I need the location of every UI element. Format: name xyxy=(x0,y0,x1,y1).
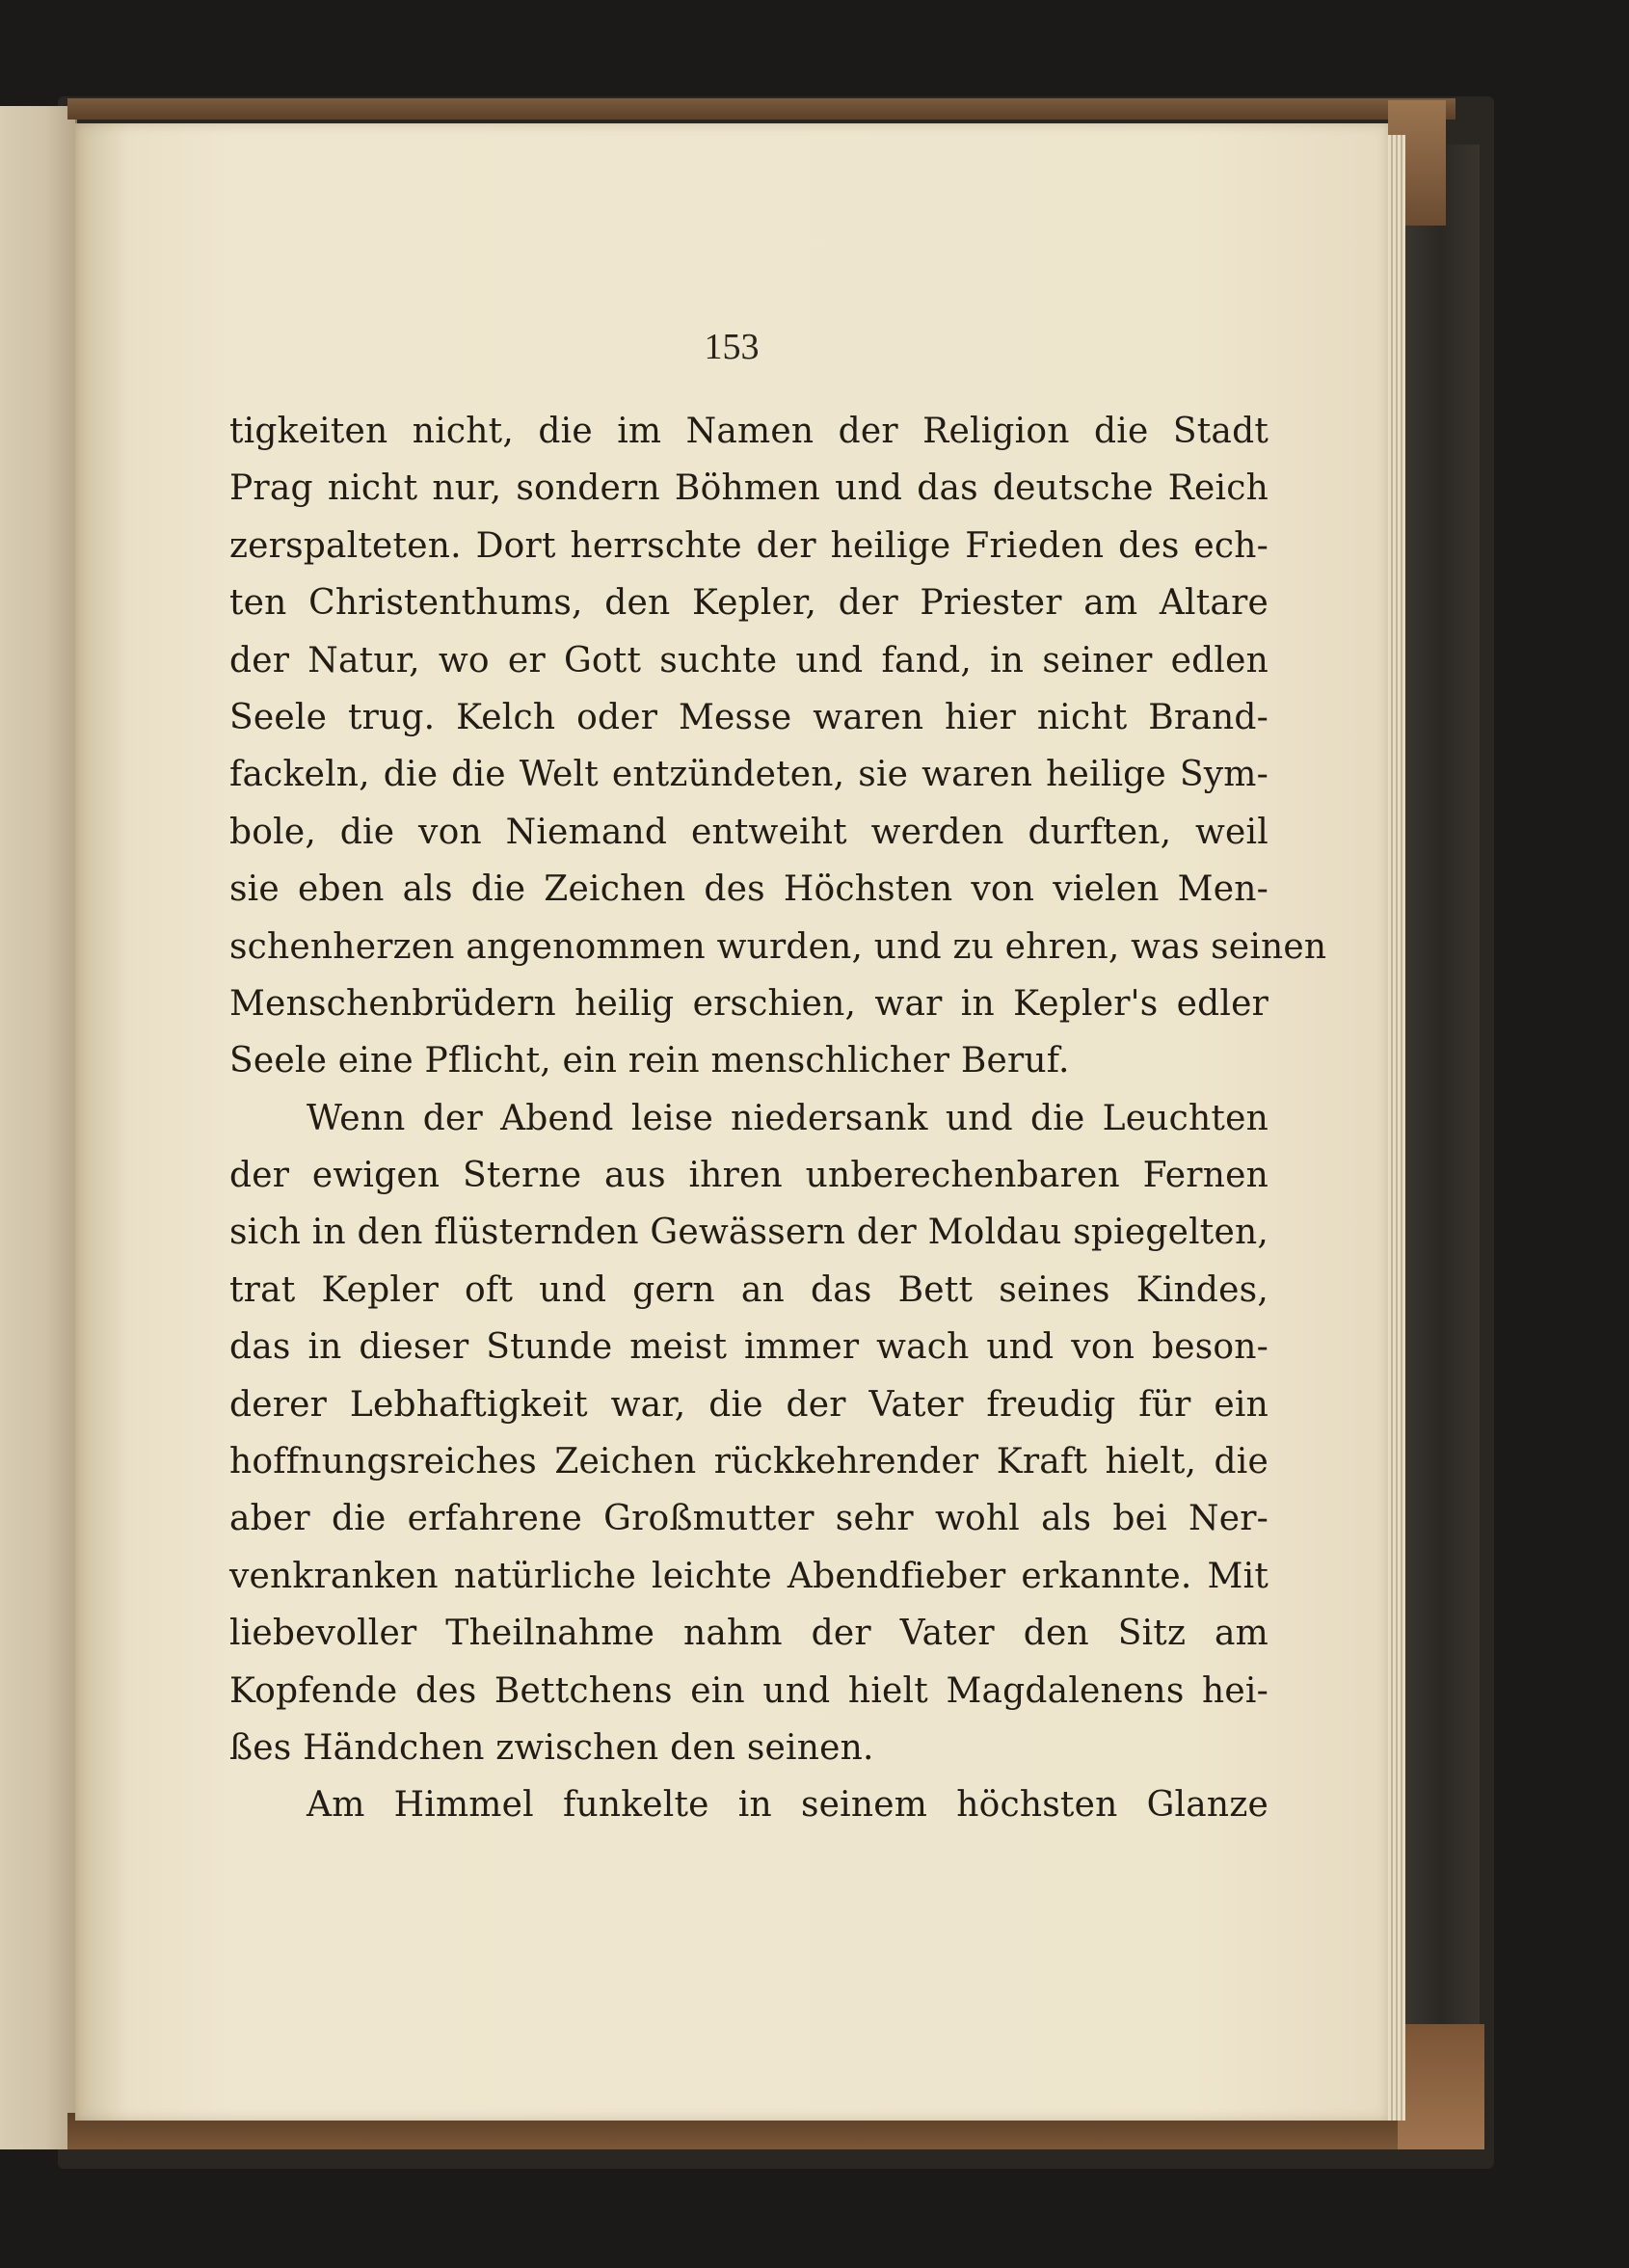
text-line: hoffnungsreiches Zeichen rückkehrender Kraft hielt, die xyxy=(229,1442,1268,1482)
text-line: fackeln, die die Welt entzündeten, sie waren heilige Sym- xyxy=(229,755,1268,795)
text-line: schenherzen angenommen wurden, und zu ehren, was seinen xyxy=(229,926,1327,967)
text-line: ßes Händchen zwischen den seinen. xyxy=(229,1727,874,1768)
book-page xyxy=(75,123,1388,2121)
text-line: bole, die von Niemand entweiht werden durften, weil xyxy=(229,812,1268,852)
text-line: derer Lebhaftigkeit war, die der Vater freudig für ein xyxy=(229,1384,1268,1425)
text-line: venkranken natürliche leichte Abendfieber erkannte. Mit xyxy=(229,1556,1268,1596)
text-line: zerspalteten. Dort herrschte der heilige Frieden des ech- xyxy=(229,525,1268,566)
leather-trim-top xyxy=(67,98,1455,120)
text-line: ten Christenthums, den Kepler, der Priester am Altare xyxy=(229,583,1268,624)
text-line: trat Kepler oft und gern an das Bett seines Kindes, xyxy=(229,1269,1268,1310)
page-text xyxy=(229,403,1327,1834)
text-line: tigkeiten nicht, die im Namen der Religion die Stadt xyxy=(229,412,1268,451)
leather-corner-bottom xyxy=(1398,2024,1484,2149)
text-line: Menschenbrüdern heilig erschien, war in Kepler's edler xyxy=(229,983,1268,1024)
text-line: Seele eine Pflicht, ein rein menschlicher Beruf. xyxy=(229,1041,1070,1081)
text-line: Prag nicht nur, sondern Böhmen und das deutsche Reich xyxy=(229,468,1268,509)
text-line: Am Himmel funkelte in seinem höchsten Glanze xyxy=(307,1785,1268,1826)
text-line: liebevoller Theilnahme nahm der Vater den Sitz am xyxy=(229,1614,1268,1654)
text-line: der Natur, wo er Gott suchte und fand, in seiner edlen xyxy=(229,640,1268,680)
text-line: das in dieser Stunde meist immer wach und von beson- xyxy=(229,1327,1268,1368)
text-line: Wenn der Abend leise niedersank und die Leuchten xyxy=(307,1098,1268,1138)
text-line: Kopfende des Bettchens ein und hielt Magdalenens hei- xyxy=(229,1670,1268,1711)
text-line: sich in den flüsternden Gewässern der Moldau spiegelten, xyxy=(229,1213,1268,1253)
text-line: Seele trug. Kelch oder Messe waren hier nicht Brand- xyxy=(229,697,1268,737)
left-page-edge xyxy=(0,106,77,2149)
text-line: aber die erfahrene Großmutter sehr wohl als bei Ner- xyxy=(229,1499,1268,1539)
page-number: 153 xyxy=(704,327,760,367)
book-spine xyxy=(1402,145,1480,2149)
text-line: der ewigen Sterne aus ihren unberechenbaren Fernen xyxy=(229,1156,1268,1196)
text-line: sie eben als die Zeichen des Höchsten von vielen Men- xyxy=(229,869,1268,910)
